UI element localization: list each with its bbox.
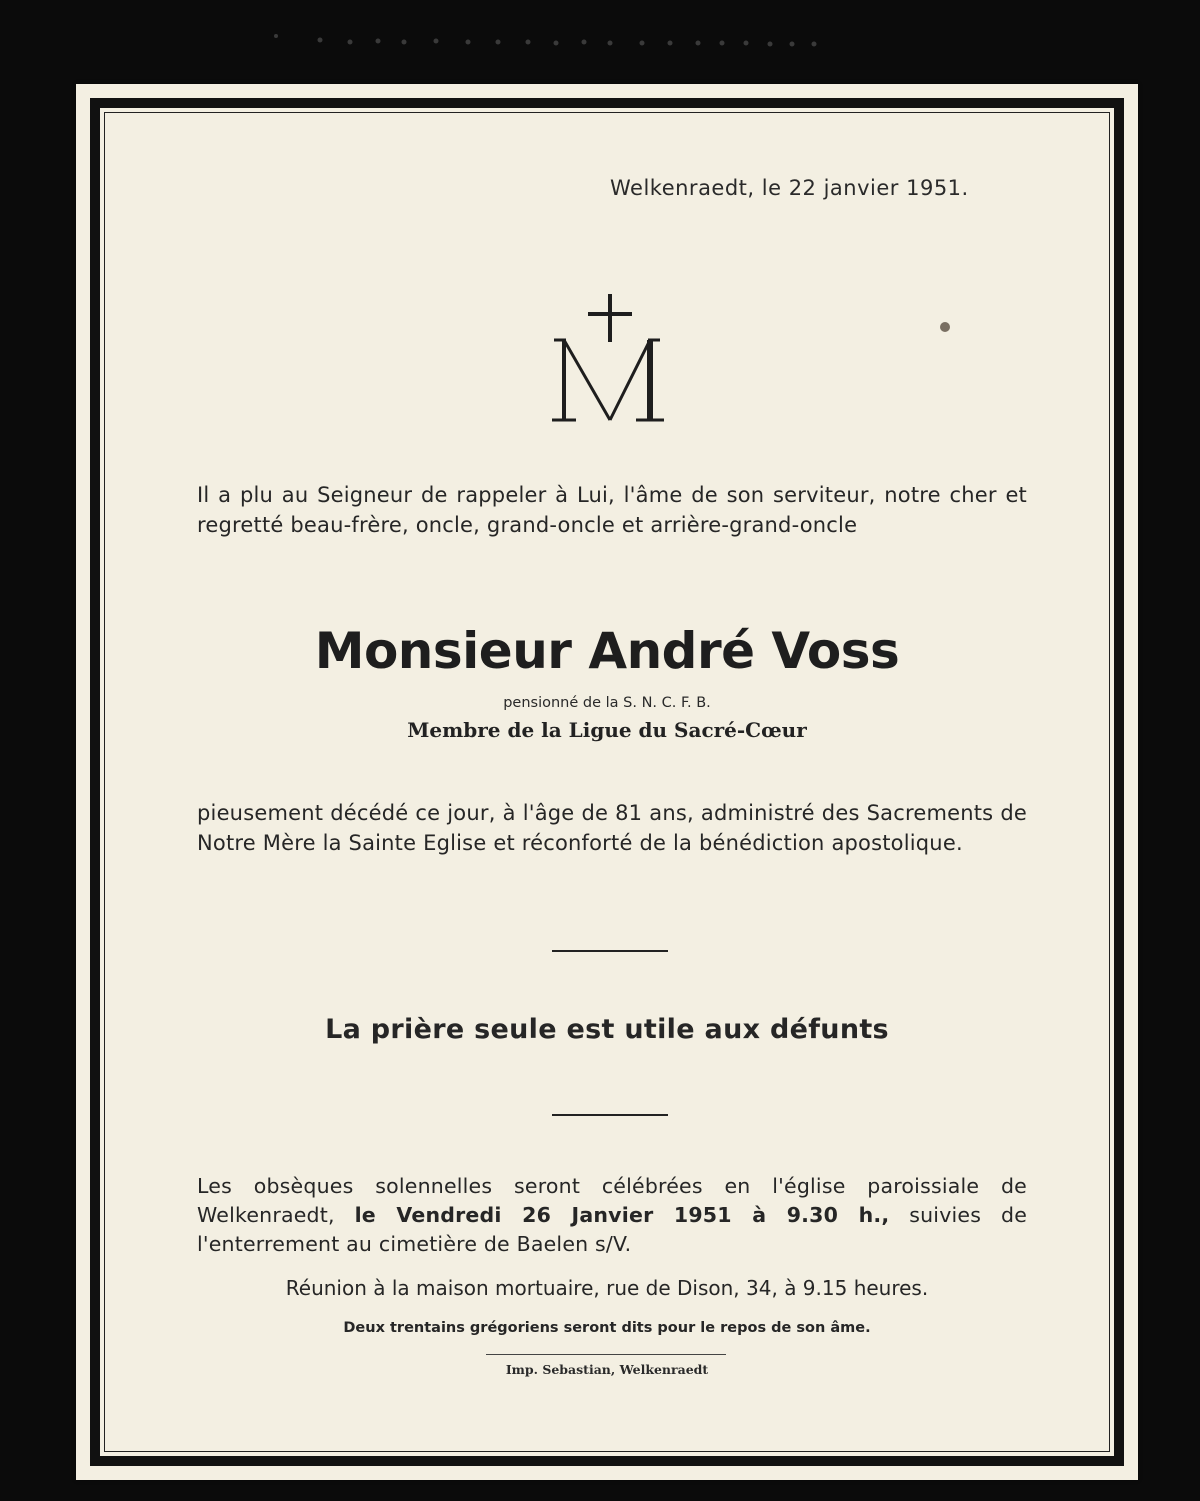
trentains-line: Deux trentains grégoriens seront dits pour le repos de son âme. [343, 1320, 871, 1336]
pension-line: pensionné de la S. N. C. F. B. [503, 695, 711, 711]
funeral-text-end: suivies de l'enterrement au cimetière de Baelen s/V. [197, 1203, 1028, 1256]
divider-rule-top [552, 950, 668, 952]
funeral-text-start: Les obsèques solennelles seront célébrées en l'église paroissiale de Welkenraedt, [197, 1174, 1027, 1227]
death-statement: pieusement décédé ce jour, à l'âge de 81 ans, administré des Sacrements de Notre Mère la Sainte Eglise et réconforté de la bénédiction apostolique. [197, 801, 1027, 855]
reunion-line: Réunion à la maison mortuaire, rue de Dison, 34, à 9.15 heures. [285, 1276, 929, 1300]
funeral-paragraph [197, 1172, 1027, 1259]
intro-paragraph: Il a plu au Seigneur de rappeler à Lui, l'âme de son serviteur, notre cher et regretté beau-frère, oncle, grand-oncle et arrière-grand-oncle [197, 483, 1027, 537]
paper-stain [940, 322, 950, 332]
funeral-notice-card [76, 84, 1138, 1480]
deceased-name: Monsieur André Voss [314, 622, 900, 680]
date-line: Welkenraedt, le 22 janvier 1951. [610, 176, 969, 200]
top-edge-specks [270, 30, 830, 52]
printer-rule [486, 1354, 726, 1355]
membership-line: Membre de la Ligue du Sacré-Cœur [407, 718, 807, 742]
divider-rule-bottom [552, 1114, 668, 1116]
cross-m-monogram-icon [550, 294, 670, 434]
printer-credit: Imp. Sebastian, Welkenraedt [505, 1362, 709, 1377]
funeral-date-time: le Vendredi 26 Janvier 1951 à 9.30 h., [354, 1203, 890, 1227]
motto: La prière seule est utile aux défunts [325, 1014, 889, 1045]
